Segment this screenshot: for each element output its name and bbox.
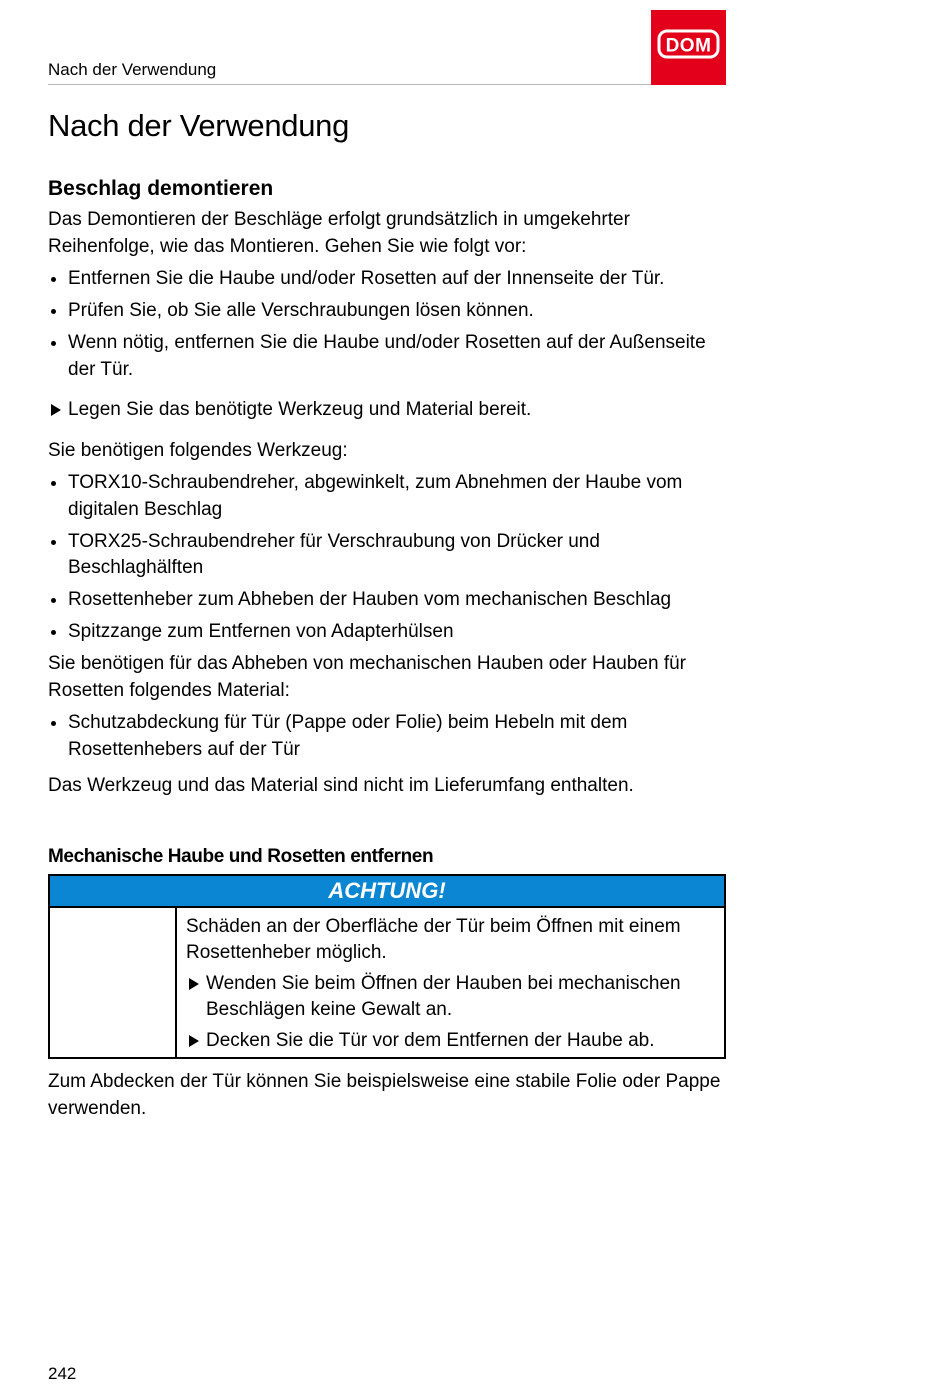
caution-notice bbox=[48, 874, 726, 1060]
instruction-step-text: Legen Sie das benötigte Werkzeug und Material bereit. bbox=[68, 399, 532, 420]
page-number: 242 bbox=[48, 1364, 77, 1383]
main-content bbox=[48, 175, 728, 1122]
cover-hint: Zum Abdecken der Tür können Sie beispielsweise eine stabile Folie oder Pappe verwenden. bbox=[48, 1071, 721, 1119]
notice-step-text: Decken Sie die Tür vor dem Entfernen der Haube ab. bbox=[206, 1029, 655, 1051]
instruction-step bbox=[48, 397, 728, 424]
notice-icon-cell bbox=[50, 908, 177, 1058]
list-item: Prüfen Sie, ob Sie alle Verschraubungen lösen können. bbox=[48, 298, 728, 325]
section-heading-haube-entfernen: Mechanische Haube und Rosetten entfernen bbox=[48, 845, 434, 867]
notice-step-text: Wenden Sie beim Öffnen der Hauben bei mechanischen Beschlägen keine Gewalt an. bbox=[206, 972, 681, 1020]
notice-title: ACHTUNG! bbox=[50, 876, 724, 908]
notice-step bbox=[186, 1028, 716, 1055]
list-item: TORX25-Schraubendreher für Verschraubung von Drücker und Beschlaghälften bbox=[48, 529, 728, 582]
prep-bullet-list bbox=[48, 266, 728, 383]
list-item: Schutzabdeckung für Tür (Pappe oder Folie) beim Hebeln mit dem Rosettenhebers auf der Tür bbox=[48, 710, 728, 763]
page-title: Nach der Verwendung bbox=[48, 108, 350, 143]
material-intro: Sie benötigen für das Abheben von mechanischen Hauben oder Hauben für Rosetten folgendes Material: bbox=[48, 653, 687, 701]
materials-list bbox=[48, 710, 728, 763]
tools-intro: Sie benötigen folgendes Werkzeug: bbox=[48, 439, 348, 461]
intro-paragraph: Das Demontieren der Beschläge erfolgt grundsätzlich in umgekehrter Reihenfolge, wie das Montieren. Gehen Sie wie folgt vor: bbox=[48, 209, 630, 257]
notice-text-cell bbox=[177, 908, 724, 1058]
list-item: Wenn nötig, entfernen Sie die Haube und/oder Rosetten auf der Außenseite der Tür. bbox=[48, 330, 728, 383]
step-arrow-icon bbox=[189, 1035, 199, 1047]
tools-list bbox=[48, 470, 728, 646]
notice-text: Schäden an der Oberfläche der Tür beim Öffnen mit einem Rosettenheber möglich. bbox=[186, 915, 681, 963]
step-arrow-icon bbox=[51, 404, 61, 416]
list-item: Entfernen Sie die Haube und/oder Rosetten auf der Innenseite der Tür. bbox=[48, 266, 728, 293]
notice-step bbox=[186, 971, 716, 1024]
running-header: Nach der Verwendung bbox=[48, 60, 217, 79]
dom-logo bbox=[651, 10, 726, 85]
list-item: Spitzzange zum Entfernen von Adapterhülsen bbox=[48, 619, 728, 646]
logo-text: DOM bbox=[665, 35, 712, 57]
header-divider bbox=[48, 84, 726, 85]
notice-body bbox=[50, 908, 724, 1058]
step-arrow-icon bbox=[189, 978, 199, 990]
scope-note: Das Werkzeug und das Material sind nicht im Lieferumfang enthalten. bbox=[48, 775, 634, 796]
list-item: TORX10-Schraubendreher, abgewinkelt, zum Abnehmen der Haube vom digitalen Beschlag bbox=[48, 470, 728, 523]
section-heading-beschlag-demontieren: Beschlag demontieren bbox=[48, 177, 274, 200]
list-item: Rosettenheber zum Abheben der Hauben vom mechanischen Beschlag bbox=[48, 587, 728, 614]
